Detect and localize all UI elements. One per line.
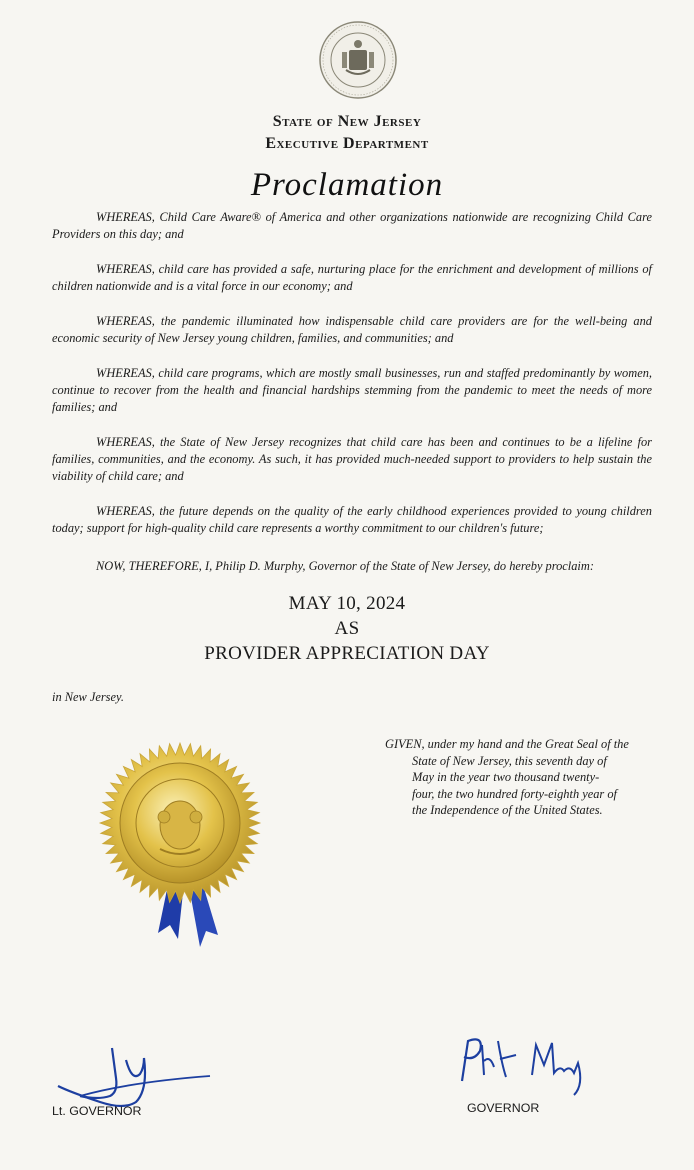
proclaimed-day-name: PROVIDER APPRECIATION DAY xyxy=(204,643,490,664)
given-line: State of New Jersey, this seventh day of xyxy=(412,753,607,768)
given-line: four, the two hundred forty-eighth year of xyxy=(412,786,617,801)
whereas-clauses xyxy=(52,209,652,555)
state-title: State of New Jersey xyxy=(272,113,422,130)
governor-signature xyxy=(440,1025,600,1105)
whereas-clause: WHEREAS, child care programs, which are mostly small businesses, run and staffed predominantly by women, continue to recover from the health and financial hardships stemming from the pandemic to meet the needs of more families; and xyxy=(52,366,652,414)
whereas-clause: WHEREAS, the pandemic illuminated how indispensable child care providers are for the well-being and economic security of New Jersey young children, families, and communities; and xyxy=(52,314,652,345)
whereas-clause: WHEREAS, child care has provided a safe, nurturing place for the enrichment and development of millions of children nationwide and is a vital force in our economy; and xyxy=(52,262,652,293)
department-title: Executive Department xyxy=(265,135,429,152)
whereas-clause: WHEREAS, the future depends on the quality of the early childhood experiences provided to young children today; support for high-quality child care represents a worthy commitment to our children's future; xyxy=(52,504,652,535)
proclaimed-date: MAY 10, 2024 xyxy=(288,593,406,614)
whereas-clause: WHEREAS, Child Care Aware® of America and other organizations nationwide are recognizing Child Care Providers on this day; and xyxy=(52,210,652,241)
gold-seal-icon xyxy=(92,725,272,965)
state-seal-icon xyxy=(318,20,398,100)
governor-label: GOVERNOR xyxy=(467,1101,540,1115)
given-line: the Independence of the United States. xyxy=(412,803,603,817)
in-new-jersey: in New Jersey. xyxy=(52,690,124,704)
now-therefore-clause: NOW, THEREFORE, I, Philip D. Murphy, Governor of the State of New Jersey, do hereby proclaim: xyxy=(96,559,594,573)
proclamation-heading: Proclamation xyxy=(250,167,444,203)
lt-governor-label: Lt. GOVERNOR xyxy=(52,1104,142,1118)
given-line: May in the year two thousand twenty- xyxy=(412,770,600,784)
whereas-clause: WHEREAS, the State of New Jersey recognizes that child care has been and continues to be a lifeline for families, communities, and the economy. As such, it has provided much-needed support to providers to help sustain the viability of child care; and xyxy=(52,435,652,483)
given-clause xyxy=(385,736,645,819)
lt-governor-signature xyxy=(40,1030,240,1110)
given-line: GIVEN, under my hand and the Great Seal of the xyxy=(385,737,629,751)
proclaimed-as: AS xyxy=(334,618,360,639)
